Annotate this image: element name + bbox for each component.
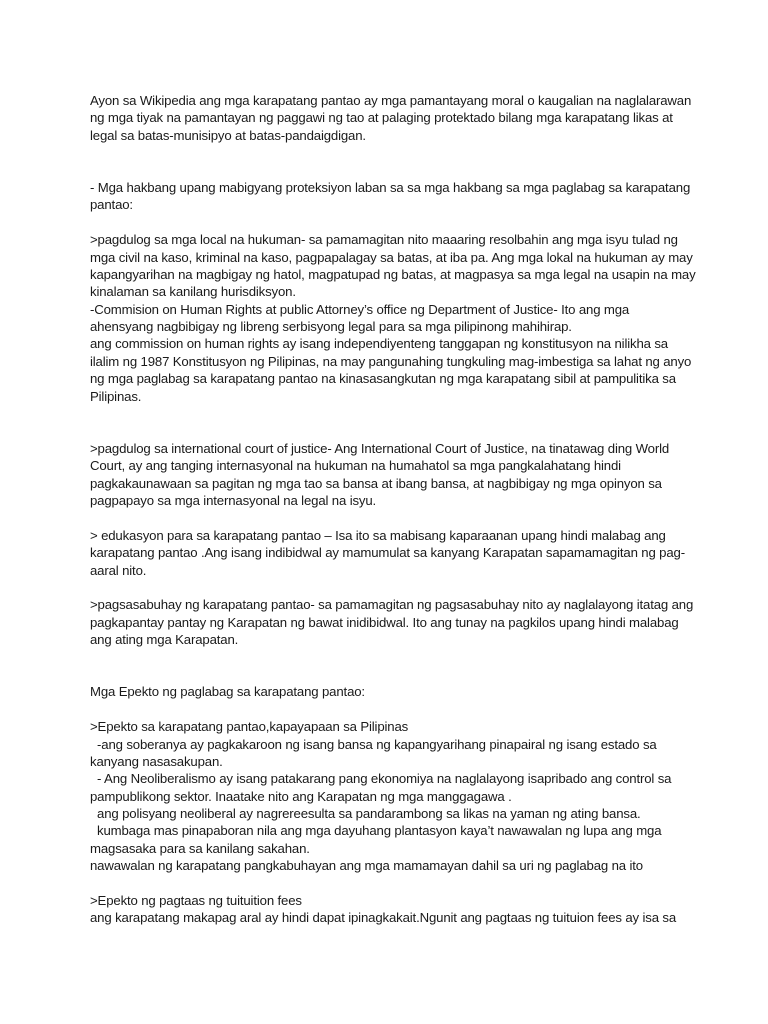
text-line: pagpapayo sa mga internasyonal na legal na isyu. bbox=[90, 493, 377, 509]
text-line: Mga Epekto ng paglabag sa karapatang pantao: bbox=[90, 684, 365, 700]
text-line: kanyang nasasakupan. bbox=[90, 753, 223, 769]
text-line: kumbaga mas pinapaboran nila ang mga dayuhang plantasyon kaya’t nawawalan ng lupa ang mga bbox=[90, 823, 662, 839]
text-line: ang commission on human rights ay isang independiyenteng tanggapan ng konstitusyon na nilikha sa bbox=[90, 336, 668, 352]
document-page bbox=[90, 92, 696, 927]
text-line: karapatang pantao .Ang isang indibidwal ay mamumulat sa kanyang Karapatan sapamamagitan ng pag- bbox=[90, 545, 685, 561]
text-line: ang karapatang makapag aral ay hindi dapat ipinagkakait.Ngunit ang pagtaas ng tuituion fees ay isa sa bbox=[90, 910, 677, 926]
text-line: magsasaka para sa kanilang sakahan. bbox=[90, 840, 310, 856]
text-line: ahensyang nagbibigay ng libreng serbisyong legal para sa mga pilipinong mahihirap. bbox=[90, 319, 572, 335]
text-line: ang ating mga Karapatan. bbox=[90, 632, 239, 648]
text-line: kinalaman sa kanilang hurisdiksyon. bbox=[90, 284, 296, 300]
text-line: ng mga tiyak na pamantayan ng paggawi ng tao at palaging protektado bilang mga karapatang likas at bbox=[90, 110, 673, 126]
text-line: >pagdulog sa international court of justice- Ang International Court of Justice, na tinatawag ding World bbox=[90, 440, 670, 456]
text-line: nawawalan ng karapatang pangkabuhayan ang mga mamamayan dahil sa uri ng paglabag na ito bbox=[90, 858, 643, 874]
paragraph-effects-peace bbox=[90, 718, 690, 875]
paragraph-effects-heading bbox=[90, 683, 690, 700]
text-line: ng mga paglabag sa karapatang pantao na kinasasangkutan ng mga karapatang sibil at pampulitika sa bbox=[90, 371, 676, 387]
text-line: -ang soberanya ay pagkakaroon ng isang bansa ng kapangyarihang pinapairal ng isang estado sa bbox=[90, 736, 657, 752]
text-line: - Mga hakbang upang mabigyang proteksiyon laban sa sa mga hakbang sa mga paglabag sa karapatang bbox=[90, 179, 691, 195]
text-line: pagkapantay pantay ng Karapatan ng bawat inidibidwal. Ito ang tunay na pagkilos upang hindi malabag bbox=[90, 614, 679, 630]
text-line: >pagsasabuhay ng karapatang pantao- sa pamamagitan ng pagsasabuhay nito ay naglalayong itatag ang bbox=[90, 597, 694, 613]
text-line: aaral nito. bbox=[90, 562, 147, 578]
text-line: >Epekto sa karapatang pantao,kapayapaan sa Pilipinas bbox=[90, 719, 409, 735]
text-line: - Ang Neoliberalismo ay isang patakarang pang ekonomiya na naglalayong isapribado ang control sa bbox=[90, 771, 672, 787]
paragraph-steps-heading bbox=[90, 179, 690, 214]
text-line: pagkakaunawaan sa pagitan ng mga tao sa bansa at ibang bansa, at nagbibigay ng mga opinyon sa bbox=[90, 475, 662, 491]
text-line: ang polisyang neoliberal ay nagrereesulta sa pandarambong sa likas na yaman ng ating bansa. bbox=[90, 806, 641, 822]
text-line: >pagdulog sa mga local na hukuman- sa pamamagitan nito maaaring resolbahin ang mga isyu tulad ng bbox=[90, 232, 678, 248]
paragraph-local-courts bbox=[90, 231, 696, 405]
text-line: kapangyarihan na magbigay ng hatol, magpatupad ng batas, at magpasya sa mga legal na usapin na may bbox=[90, 266, 696, 282]
text-line: Court, ay ang tanging internasyonal na hukuman na humahatol sa mga pangkalahatang hindi bbox=[90, 458, 621, 474]
text-line: > edukasyon para sa karapatang pantao – Isa ito sa mabisang kaparaanan upang hindi malabag ang bbox=[90, 527, 666, 543]
text-line: mga civil na kaso, kriminal na kaso, pagpapalagay sa batas, at iba pa. Ang mga lokal na hukuman ay may bbox=[90, 249, 693, 265]
paragraph-practice bbox=[90, 596, 694, 648]
paragraph-education bbox=[90, 527, 690, 579]
paragraph-icj bbox=[90, 440, 690, 510]
text-line: pantao: bbox=[90, 197, 133, 213]
text-line: pampublikong sektor. Inaatake nito ang Karapatan ng mga manggagawa . bbox=[90, 788, 512, 804]
text-line: Pilipinas. bbox=[90, 388, 142, 404]
text-line: legal sa batas-munisipyo at batas-pandaigdigan. bbox=[90, 127, 366, 143]
paragraph-intro bbox=[90, 92, 690, 144]
paragraph-tuition bbox=[90, 892, 690, 927]
text-line: >Epekto ng pagtaas ng tuituition fees bbox=[90, 893, 302, 909]
text-line: ilalim ng 1987 Konstitusyon ng Pilipinas, na may pangunahing tungkuling mag-imbestiga sa lahat ng anyo bbox=[90, 353, 692, 369]
text-line: -Commision on Human Rights at public Attorney’s office ng Department of Justice- Ito ang mga bbox=[90, 301, 630, 317]
text-line: Ayon sa Wikipedia ang mga karapatang pantao ay mga pamantayang moral o kaugalian na naglalarawan bbox=[90, 93, 692, 108]
